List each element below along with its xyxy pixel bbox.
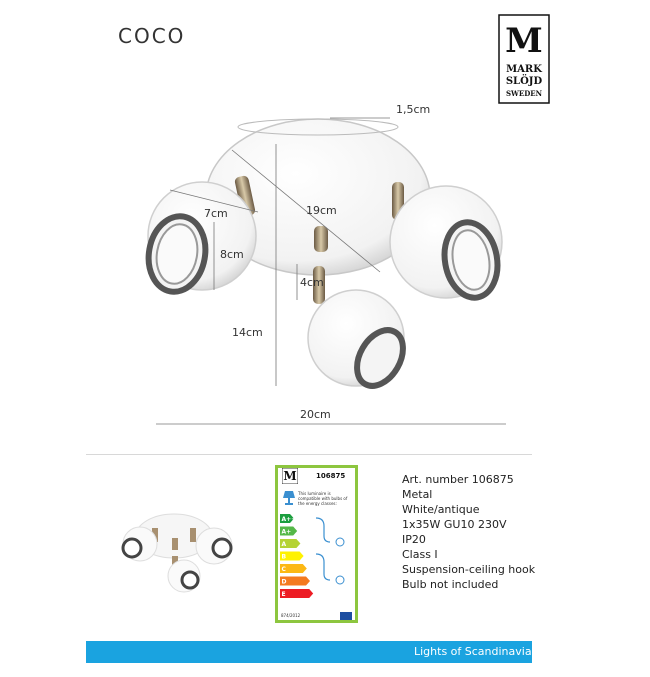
- spec-line: Art. number 106875: [402, 473, 514, 486]
- energy-class-label: D: [281, 578, 287, 586]
- spec-line: 1x35W GU10 230V: [402, 518, 507, 531]
- product-thumbnail: [112, 508, 242, 598]
- energy-class-label: E: [281, 591, 286, 598]
- dim-19cm: 19cm: [306, 204, 337, 217]
- divider: [86, 454, 532, 455]
- spec-list: [402, 472, 535, 592]
- product-title: COCO: [118, 24, 186, 48]
- energy-note: This luminaire is compatible with bulbs of the energy classes:: [298, 491, 348, 506]
- energy-class-label: A: [281, 541, 287, 548]
- svg-text:M: M: [283, 469, 297, 483]
- dim-8cm: 8cm: [220, 248, 244, 261]
- eu-flag-icon: [340, 612, 352, 620]
- dim-top: 1,5cm: [396, 103, 431, 116]
- svg-text:M: M: [505, 21, 543, 61]
- spec-line: White/antique: [402, 503, 480, 516]
- spec-line: Class I: [402, 548, 438, 561]
- spec-line: Suspension-ceiling hook: [402, 563, 536, 576]
- spec-line: Metal: [402, 488, 433, 501]
- dim-14cm: 14cm: [232, 326, 263, 339]
- energy-class-label: A+: [281, 528, 292, 536]
- footer-tagline: Lights of Scandinavia: [414, 645, 532, 658]
- energy-class-scale: [280, 514, 354, 606]
- dim-7cm: 7cm: [204, 207, 228, 220]
- energy-class-label: A++: [281, 516, 297, 523]
- energy-class-label: B: [281, 553, 287, 561]
- spec-line: IP20: [402, 533, 426, 546]
- dim-20cm: 20cm: [300, 408, 331, 421]
- arm-center: [314, 226, 328, 252]
- dim-4cm: 4cm: [300, 276, 324, 289]
- spec-line: Bulb not included: [402, 578, 499, 591]
- energy-regulation: 874/2012: [281, 613, 301, 618]
- svg-text:SLÖJD: SLÖJD: [505, 76, 543, 87]
- energy-article-number: 106875: [316, 472, 346, 480]
- energy-label-logo: [282, 468, 298, 484]
- energy-class-label: C: [281, 566, 286, 573]
- svg-text:SWEDEN: SWEDEN: [505, 89, 543, 98]
- svg-text:MARK: MARK: [506, 64, 542, 75]
- lamp-icon: [282, 490, 296, 506]
